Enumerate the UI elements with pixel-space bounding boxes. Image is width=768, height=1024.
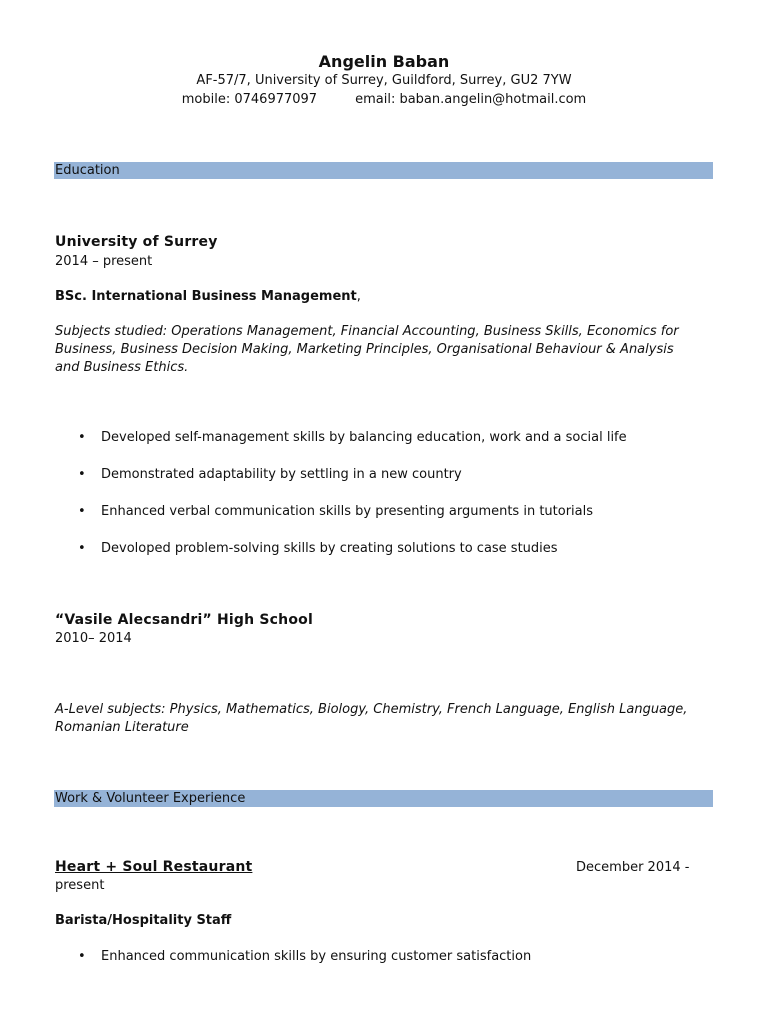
- dates-university: 2014 – present: [55, 254, 153, 269]
- list-item: • Enhanced communication skills by ensuring customer satisfaction: [78, 949, 532, 964]
- section-header-work: Work & Volunteer Experience: [54, 790, 713, 807]
- degree-title: [55, 289, 361, 304]
- degree-name: BSc. International Business Management: [55, 289, 357, 304]
- mobile-text: mobile: 0746977097: [181, 92, 318, 107]
- section-header-education: Education: [54, 162, 713, 179]
- subjects-studied: Subjects studied: Operations Management, Financial Accounting, Business Skills, Economics for Business, Business Decision Making, Marketing Principles, Organisational Behaviour & Analysis and Business Ethics.: [55, 324, 679, 375]
- employment-dates: December 2014 -: [576, 860, 690, 875]
- bullet-icon: •: [78, 949, 86, 964]
- address-line: AF-57/7, University of Surrey, Guildford, Surrey, GU2 7YW: [196, 73, 572, 88]
- employment-dates-cont: present: [55, 878, 105, 893]
- job-role: Barista/Hospitality Staff: [55, 913, 232, 928]
- list-item: • Enhanced verbal communication skills by presenting arguments in tutorials: [78, 504, 594, 519]
- list-item: • Demonstrated adaptability by settling in a new country: [78, 467, 462, 482]
- candidate-name: Angelin Baban: [318, 52, 450, 71]
- dates-high-school: 2010– 2014: [55, 631, 132, 646]
- list-item: • Devoloped problem-solving skills by creating solutions to case studies: [78, 541, 558, 556]
- bullet-icon: •: [78, 504, 86, 519]
- email-text: email: baban.angelin@hotmail.com: [355, 92, 587, 107]
- contact-line: [0, 92, 768, 107]
- institution-university: University of Surrey: [55, 234, 218, 250]
- a-level-subjects: A-Level subjects: Physics, Mathematics, Biology, Chemistry, French Language, English Language, Romanian Literature: [55, 702, 688, 735]
- bullet-icon: •: [78, 541, 86, 556]
- bullet-icon: •: [78, 430, 86, 445]
- bullet-icon: •: [78, 467, 86, 482]
- institution-high-school: “Vasile Alecsandri” High School: [55, 612, 313, 628]
- list-item: • Developed self-management skills by balancing education, work and a social life: [78, 430, 627, 445]
- degree-suffix: ,: [356, 289, 361, 304]
- employer-name: Heart + Soul Restaurant: [55, 859, 253, 875]
